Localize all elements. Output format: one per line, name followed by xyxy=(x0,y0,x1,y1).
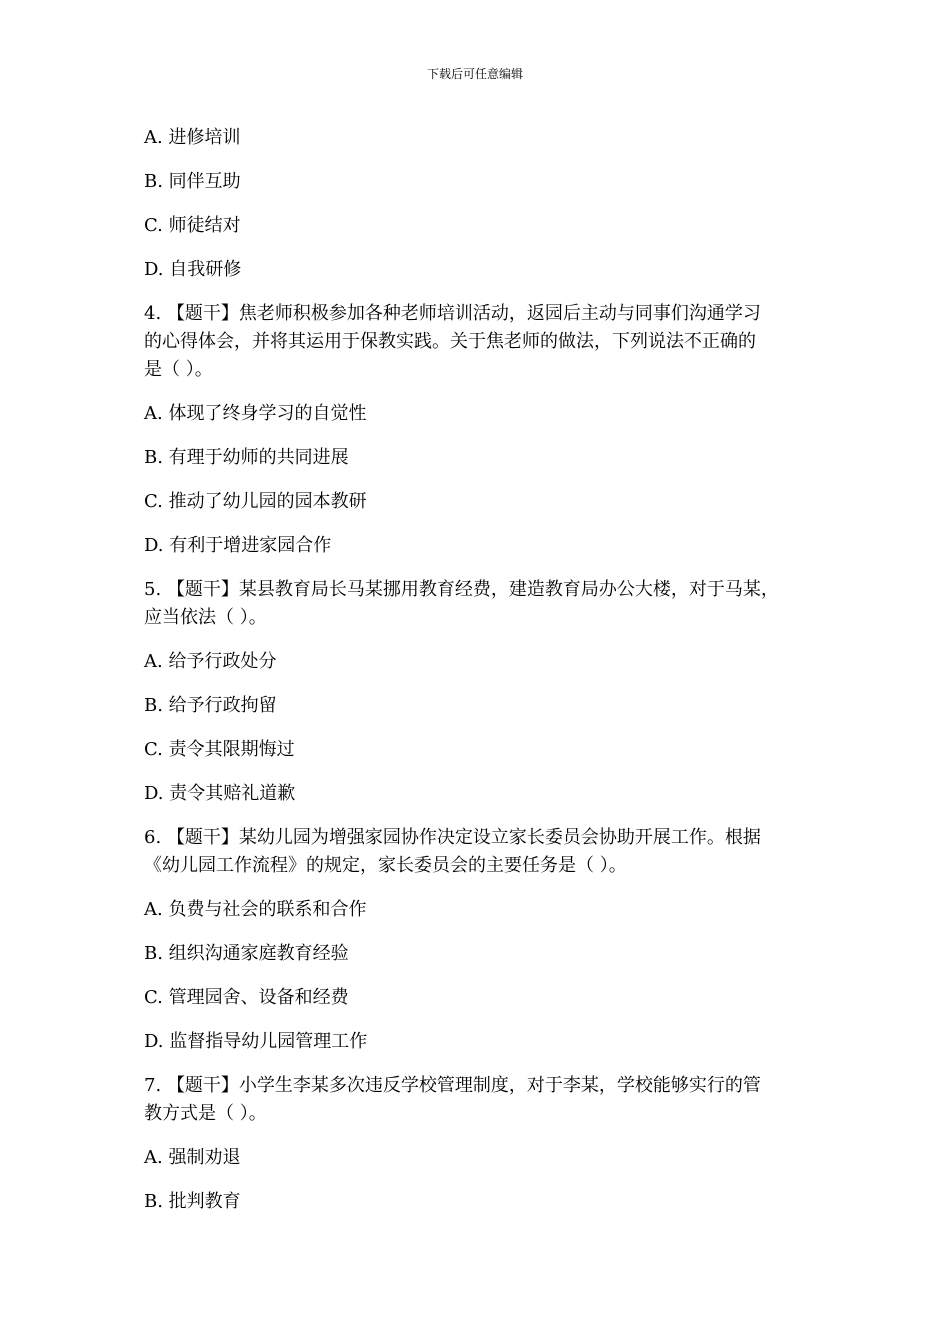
answer-option: B. 给予行政拘留 xyxy=(144,695,277,716)
question-stem-line: 应当依法（ ）。 xyxy=(144,607,267,628)
question-stem-line: 的心得体会，并将其运用于保教实践。关于焦老师的做法，下列说法不正确的 xyxy=(144,331,756,352)
answer-option: C. 管理园舍、设备和经费 xyxy=(144,987,349,1008)
question-stem xyxy=(144,576,824,632)
answer-option: B. 组织沟通家庭教育经验 xyxy=(144,943,349,964)
question-stem xyxy=(144,1072,824,1128)
answer-option: B. 有理于幼师的共同进展 xyxy=(144,447,349,468)
answer-option: D. 自我研修 xyxy=(144,259,242,280)
question-stem xyxy=(144,824,824,880)
answer-option: A. 负费与社会的联系和合作 xyxy=(144,899,367,920)
answer-option: A. 强制劝退 xyxy=(144,1147,241,1168)
question-stem xyxy=(144,300,824,384)
answer-option: C. 推动了幼儿园的园本教研 xyxy=(144,491,367,512)
answer-option: A. 给予行政处分 xyxy=(144,651,277,672)
answer-option: C. 师徒结对 xyxy=(144,215,241,236)
question-stem-line: 6. 【题干】某幼儿园为增强家园协作决定设立家长委员会协助开展工作。根据 xyxy=(144,827,761,848)
answer-option: D. 责令其赔礼道歉 xyxy=(144,783,296,804)
answer-option: C. 责令其限期悔过 xyxy=(144,739,295,760)
question-stem-line: 教方式是（ ）。 xyxy=(144,1103,267,1124)
document-body xyxy=(144,124,824,1232)
question-stem-line: 5. 【题干】某县教育局长马某挪用教育经费，建造教育局办公大楼，对于马某， xyxy=(144,579,779,600)
answer-option: B. 批判教育 xyxy=(144,1191,241,1212)
question-stem-line: 7. 【题干】小学生李某多次违反学校管理制度，对于李某，学校能够实行的管 xyxy=(144,1075,761,1096)
answer-option: B. 同伴互助 xyxy=(144,171,241,192)
answer-option: A. 体现了终身学习的自觉性 xyxy=(144,403,367,424)
question-stem-line: 4. 【题干】焦老师积极参加各种老师培训活动，返园后主动与同事们沟通学习 xyxy=(144,303,761,324)
answer-option: D. 监督指导幼儿园管理工作 xyxy=(144,1031,368,1052)
question-stem-line: 《幼儿园工作流程》的规定，家长委员会的主要任务是（ ）。 xyxy=(144,855,627,876)
question-stem-line: 是（ ）。 xyxy=(144,359,213,380)
answer-option: A. 进修培训 xyxy=(144,127,241,148)
page-header: 下载后可任意编辑 xyxy=(426,67,523,81)
answer-option: D. 有利于增进家园合作 xyxy=(144,535,332,556)
